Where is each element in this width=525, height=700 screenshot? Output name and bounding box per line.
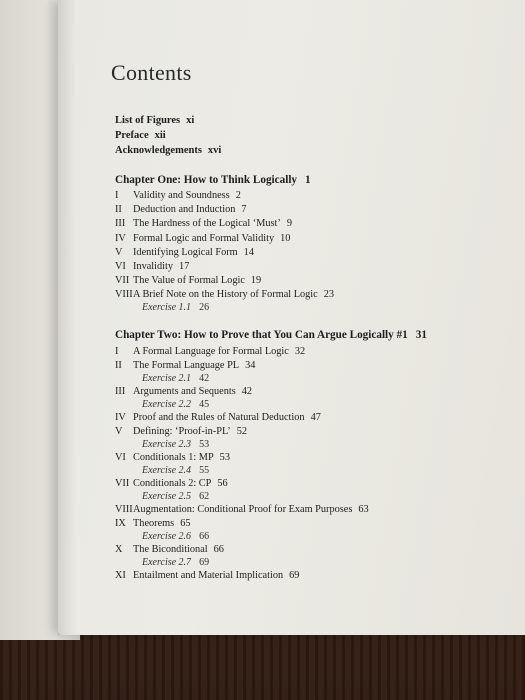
toc-front-entry (115, 115, 194, 126)
chapter-page: 1 (305, 174, 311, 186)
section-number: IV (115, 412, 126, 423)
toc-section (115, 452, 230, 463)
toc-section (115, 360, 255, 371)
section-number: VI (115, 261, 126, 272)
section-number: III (115, 386, 126, 397)
toc-section (115, 412, 321, 423)
toc-exercise (142, 557, 209, 568)
toc-section (115, 478, 228, 489)
toc-section (115, 289, 334, 300)
toc-section (115, 275, 261, 286)
section-number: I (115, 346, 119, 357)
section-label: The Hardness of the Logical ‘Must’ (133, 218, 281, 229)
section-page: 63 (358, 504, 369, 515)
section-number: V (115, 247, 123, 258)
toc-exercise (142, 491, 209, 502)
book-page (58, 0, 525, 635)
entry-label: Acknowledgements (115, 145, 202, 156)
toc-exercise (142, 373, 209, 384)
section-page: 10 (280, 233, 291, 244)
section-label: Invalidity (133, 261, 174, 272)
section-page: 52 (236, 426, 248, 437)
section-label: Formal Logic and Formal Validity (133, 233, 275, 244)
section-number: XI (115, 570, 126, 581)
chapter-page: 31 (415, 329, 427, 341)
toc-section (115, 426, 247, 437)
entry-page: xi (186, 115, 195, 126)
section-label: Entailment and Material Implication (133, 570, 284, 581)
section-number: IV (115, 233, 126, 244)
section-number: III (115, 218, 126, 229)
section-number: V (115, 426, 123, 437)
section-label: A Brief Note on the History of Formal Logic (133, 289, 318, 300)
section-page: 53 (219, 452, 230, 463)
toc-section (115, 190, 241, 201)
exercise-label: Exercise 2.2 (142, 399, 192, 410)
section-page: 66 (213, 544, 224, 555)
toc-exercise (142, 531, 209, 542)
section-page: 47 (310, 412, 321, 423)
section-label: A Formal Language for Formal Logic (133, 346, 289, 357)
exercise-label: Exercise 2.1 (142, 373, 192, 384)
page-title: Contents (111, 60, 192, 85)
section-label: The Value of Formal Logic (133, 275, 245, 286)
section-label: Identifying Logical Form (133, 247, 238, 258)
section-number: VIII (115, 504, 133, 515)
entry-label: List of Figures (115, 115, 181, 126)
toc-section (115, 518, 190, 529)
exercise-label: Exercise 2.4 (142, 465, 192, 476)
table-of-contents (58, 0, 525, 635)
section-number: VII (115, 478, 130, 489)
exercise-label: Exercise 2.6 (142, 531, 192, 542)
chapter-title: Chapter Two: How to Prove that You Can Argue Logically #1 (115, 329, 408, 341)
section-label: Deduction and Induction (133, 204, 236, 215)
chapter-title: Chapter One: How to Think Logically (115, 174, 298, 186)
section-number: II (115, 360, 122, 371)
toc-section (115, 346, 305, 357)
toc-front-entry (115, 130, 166, 141)
section-label: The Formal Language PL (133, 360, 240, 371)
toc-section (115, 233, 290, 244)
toc-section (115, 218, 292, 229)
section-number: I (115, 190, 119, 201)
section-page: 19 (250, 275, 262, 286)
exercise-page: 69 (199, 557, 210, 568)
section-number: VIII (115, 289, 133, 300)
toc-exercise (142, 465, 209, 476)
section-label: Arguments and Sequents (133, 386, 236, 397)
exercise-label: Exercise 2.3 (142, 439, 192, 450)
entry-label: Preface (115, 130, 149, 141)
section-page: 65 (180, 518, 191, 529)
toc-section (115, 544, 224, 555)
exercise-page: 66 (199, 531, 210, 542)
exercise-page: 26 (199, 302, 210, 313)
toc-exercise (142, 302, 209, 313)
toc-front-entry (115, 145, 221, 156)
exercise-page: 62 (199, 491, 210, 502)
toc-section (115, 247, 254, 258)
section-page: 42 (241, 386, 253, 397)
section-page: 32 (294, 346, 306, 357)
exercise-page: 55 (199, 465, 210, 476)
section-number: II (115, 204, 122, 215)
section-label: Defining: ‘Proof-in-PL’ (133, 426, 231, 437)
exercise-page: 42 (199, 373, 210, 384)
toc-section (115, 204, 247, 215)
section-label: Validity and Soundness (133, 190, 230, 201)
section-label: Augmentation: Conditional Proof for Exam Purposes (133, 504, 353, 515)
section-page: 9 (286, 218, 292, 229)
section-page: 69 (289, 570, 300, 581)
toc-section (115, 261, 189, 272)
exercise-page: 45 (199, 399, 210, 410)
section-label: Conditionals 2: CP (133, 478, 212, 489)
section-page: 56 (217, 478, 228, 489)
entry-page: xii (154, 130, 166, 141)
section-page: 34 (245, 360, 256, 371)
exercise-label: Exercise 2.5 (142, 491, 192, 502)
section-page: 17 (179, 261, 190, 272)
section-label: The Biconditional (133, 544, 208, 555)
section-label: Theorems (133, 518, 175, 529)
toc-section (115, 386, 252, 397)
exercise-label: Exercise 1.1 (142, 302, 192, 313)
section-number: IX (115, 518, 126, 529)
toc-exercise (142, 439, 209, 450)
chapter-heading (115, 329, 427, 341)
exercise-page: 53 (199, 439, 210, 450)
section-page: 14 (243, 247, 254, 258)
entry-page: xvi (207, 145, 222, 156)
section-label: Conditionals 1: MP (133, 452, 214, 463)
section-page: 23 (323, 289, 335, 300)
toc-exercise (142, 399, 209, 410)
section-page: 2 (235, 190, 241, 201)
toc-section (115, 504, 369, 515)
exercise-label: Exercise 2.7 (142, 557, 192, 568)
section-number: X (115, 544, 123, 555)
section-page: 7 (241, 204, 247, 215)
section-number: VI (115, 452, 126, 463)
section-number: VII (115, 275, 130, 286)
toc-section (115, 570, 299, 581)
chapter-heading (115, 174, 311, 186)
section-label: Proof and the Rules of Natural Deduction (133, 412, 305, 423)
